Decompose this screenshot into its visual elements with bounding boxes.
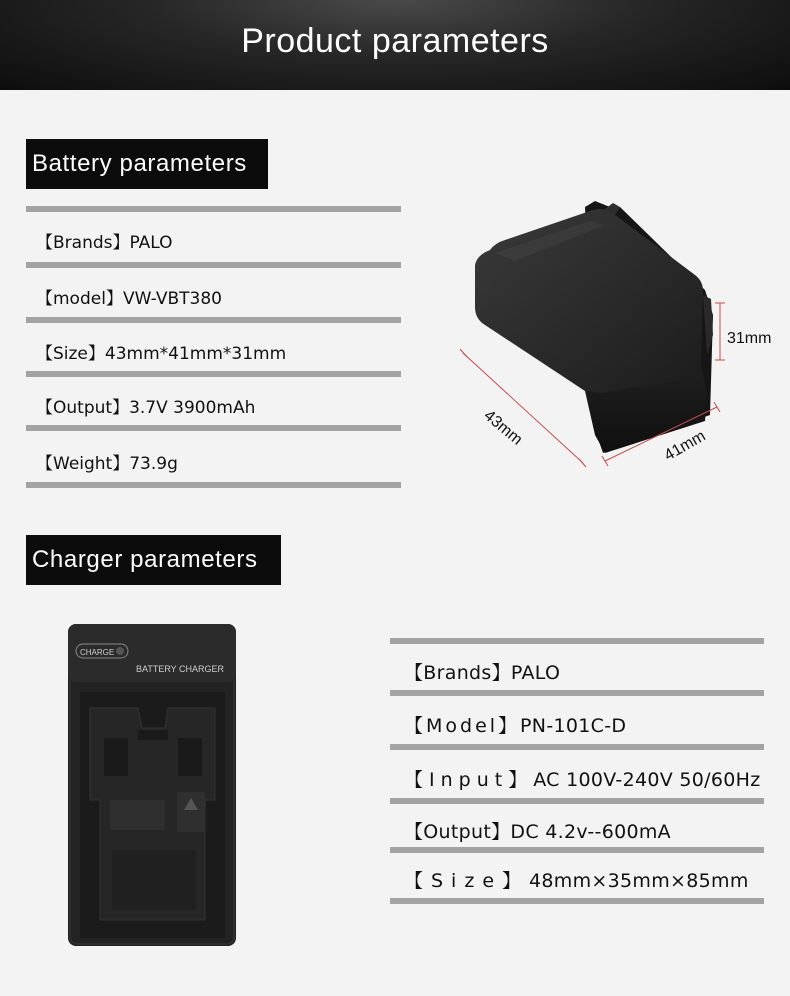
- row-label: 【Output】: [36, 398, 130, 418]
- header-banner: [0, 0, 790, 90]
- charger-device-label: BATTERY CHARGER: [136, 664, 225, 674]
- divider: [390, 690, 764, 696]
- row-value: PALO: [510, 662, 561, 684]
- row-label: 【Weight】: [36, 454, 130, 474]
- charger-output-row: [404, 817, 671, 844]
- battery-photo: [455, 195, 785, 480]
- row-label: 【Model】: [404, 715, 521, 737]
- row-label: 【Brands】: [36, 233, 130, 253]
- row-value: 43mm*41mm*31mm: [104, 344, 287, 364]
- battery-weight-row: [36, 449, 178, 474]
- charger-size-row: [404, 866, 749, 893]
- row-value: 48mm×35mm×85mm: [529, 870, 749, 892]
- battery-size-row: [36, 339, 286, 364]
- divider: [26, 206, 401, 212]
- row-label: 【Brands】: [404, 662, 511, 684]
- divider: [26, 425, 401, 431]
- battery-brand-row: [36, 228, 173, 253]
- divider: [26, 317, 401, 323]
- battery-section-title: Battery parameters: [26, 139, 268, 189]
- divider: [390, 898, 764, 904]
- dimension-height-label: 31mm: [727, 330, 772, 347]
- divider: [390, 638, 764, 644]
- charger-parameter-list: [390, 638, 764, 908]
- battery-model-row: [36, 284, 222, 309]
- row-label: 【Output】: [404, 821, 511, 843]
- divider: [390, 847, 764, 853]
- row-label: 【model】: [36, 289, 123, 309]
- row-label: 【Size】: [404, 870, 530, 892]
- dimension-width-label: 41mm: [661, 427, 709, 465]
- battery-parameter-list: [26, 206, 401, 491]
- divider: [26, 482, 401, 488]
- divider: [390, 744, 764, 750]
- row-label: 【Size】: [36, 344, 105, 364]
- row-label: 【Input】: [404, 769, 534, 791]
- row-value: PN-101C-D: [520, 715, 627, 737]
- battery-output-row: [36, 393, 255, 418]
- divider: [390, 798, 764, 804]
- charger-photo: [60, 620, 245, 950]
- divider: [26, 371, 401, 377]
- page-title: Product parameters: [241, 22, 549, 60]
- divider: [26, 262, 401, 268]
- charger-section-title: Charger parameters: [26, 535, 281, 585]
- row-value: 73.9g: [129, 454, 178, 474]
- row-value: AC 100V-240V 50/60Hz: [533, 769, 761, 791]
- row-value: DC 4.2v--600mA: [510, 821, 671, 843]
- row-value: PALO: [129, 233, 173, 253]
- row-value: 3.7V 3900mAh: [129, 398, 256, 418]
- charger-input-row: [404, 765, 761, 792]
- charger-model-row: [404, 711, 626, 738]
- row-value: VW-VBT380: [122, 289, 222, 309]
- charger-brand-row: [404, 658, 560, 685]
- charge-led-label: CHARGE: [80, 648, 115, 657]
- dimension-length-label: 43mm: [480, 407, 526, 449]
